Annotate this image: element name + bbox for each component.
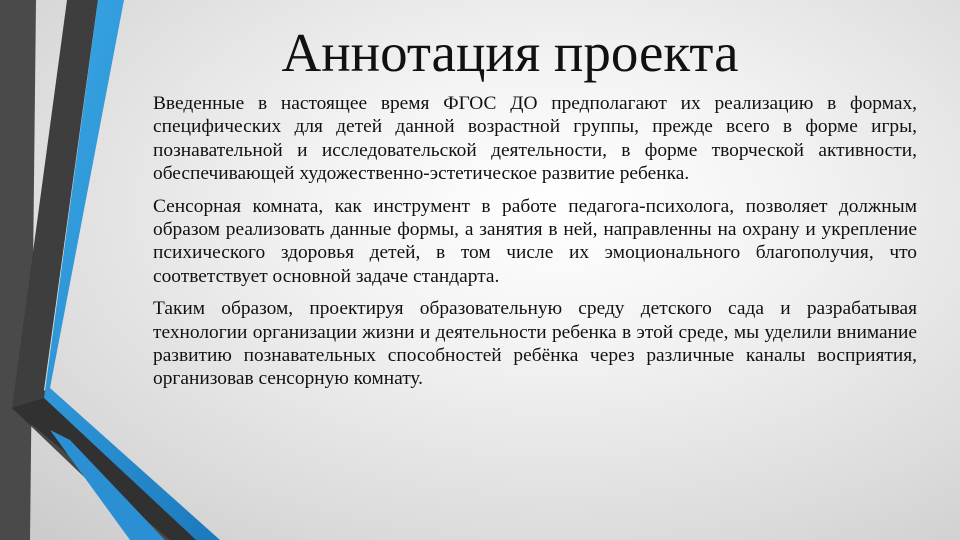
dark-lower-stripe (12, 398, 196, 540)
paragraph: Введенные в настоящее время ФГОС ДО предполагают их реализацию в формах, специфических для детей данной возрастной группы, прежде всего в форме игры, познавательной и исследовательской деятельности, в форме творческой активности, обеспечивающей художественно-эстетическое развитие ребенка. (153, 93, 917, 185)
slide-title: Аннотация проекта (281, 22, 739, 83)
dark-stripe-left (0, 0, 36, 540)
paragraph: Таким образом, проектируя образовательную среду детского сада и разрабатывая технологии организации жизни и деятельности ребенка в этой среде, мы уделили внимание развитию познавательных способностей ребёнка через различные каналы восприятия, организовав сенсорную комнату. (153, 298, 917, 390)
paragraph: Сенсорная комната, как инструмент в работе педагога-психолога, позволяет должным образом реализовать данные формы, а занятия в ней, направленны на охрану и укрепление психического здоровья детей, в том числе их эмоционального благополучия, что соответствует основной задаче стандарта. (153, 195, 917, 287)
slide-body (153, 92, 917, 400)
